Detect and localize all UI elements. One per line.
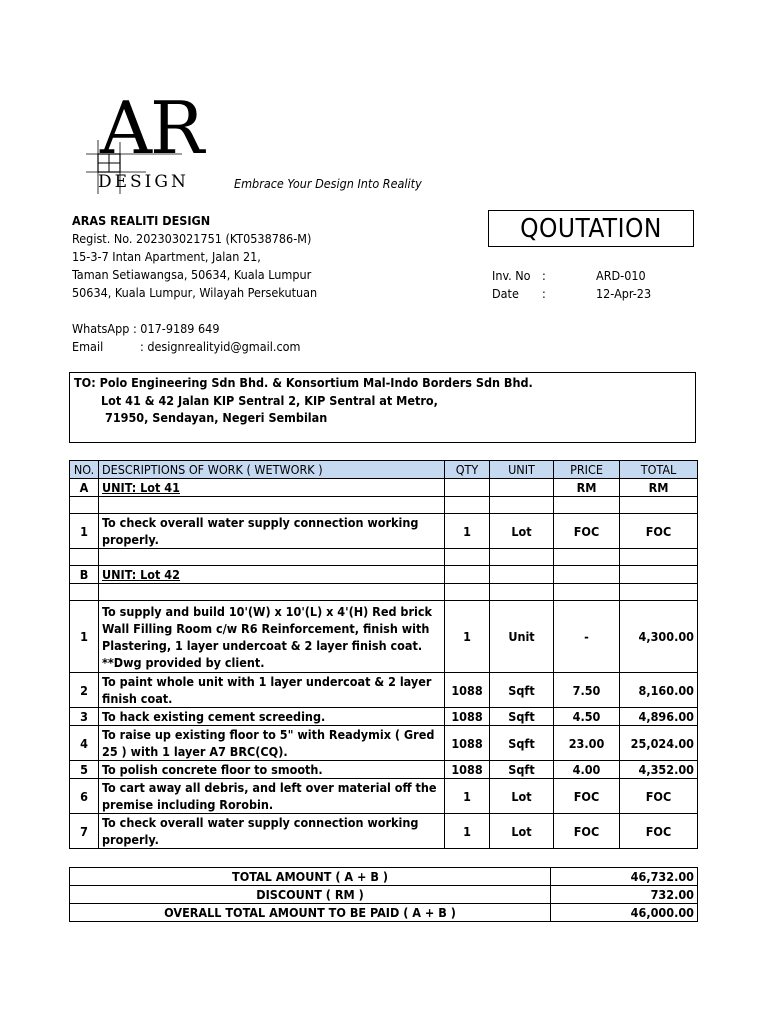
row-price: 23.00 [554, 726, 620, 761]
row-qty [445, 549, 490, 566]
discount-value: 732.00 [551, 886, 698, 904]
row-qty [445, 497, 490, 514]
row-total: RM [620, 479, 698, 497]
row-description: To supply and build 10'(W) x 10'(L) x 4'(H) Red brick Wall Filling Room c/w R6 Reinforcement, finish with Plastering, 1 layer undercoat & 2 layer finish coat. **Dwg provided by client. [99, 601, 445, 673]
row-description: To hack existing cement screeding. [99, 708, 445, 726]
invoice-date-colon: : [542, 286, 546, 301]
row-no [70, 497, 99, 514]
row-price: FOC [554, 779, 620, 814]
header-unit: UNIT [490, 461, 554, 479]
table-row [70, 514, 698, 549]
row-total: 4,352.00 [620, 761, 698, 779]
overall-total-row [70, 904, 698, 922]
recipient-box [69, 372, 696, 443]
row-qty: 1088 [445, 708, 490, 726]
invoice-number-row [492, 267, 712, 285]
company-logo [86, 86, 226, 196]
company-email-value: : designrealityid@gmail.com [140, 339, 301, 354]
row-qty: 1 [445, 779, 490, 814]
row-qty: 1 [445, 601, 490, 673]
row-unit: Lot [490, 814, 554, 849]
company-address-1: 15-3-7 Intan Apartment, Jalan 21, [72, 249, 261, 264]
logo-word: DESIGN [98, 172, 189, 192]
table-row [70, 549, 698, 566]
row-qty: 1088 [445, 726, 490, 761]
row-qty [445, 584, 490, 601]
table-row [70, 497, 698, 514]
row-qty [445, 479, 490, 497]
table-row [70, 814, 698, 849]
row-qty: 1088 [445, 761, 490, 779]
row-total [620, 549, 698, 566]
row-total: 25,024.00 [620, 726, 698, 761]
recipient-line-1: TO: Polo Engineering Sdn Bhd. & Konsortium Mal-Indo Borders Sdn Bhd. [74, 375, 533, 390]
row-price: 7.50 [554, 673, 620, 708]
company-regist: Regist. No. 202303021751 (KT0538786-M) [72, 231, 312, 246]
row-price [554, 566, 620, 584]
table-row [70, 566, 698, 584]
row-description: To check overall water supply connection working properly. [99, 814, 445, 849]
table-header-row [70, 461, 698, 479]
row-no: A [70, 479, 99, 497]
row-qty [445, 566, 490, 584]
row-no: 7 [70, 814, 99, 849]
items-table [69, 460, 698, 849]
discount-label: DISCOUNT ( RM ) [70, 886, 551, 904]
row-no: 4 [70, 726, 99, 761]
row-no: 1 [70, 514, 99, 549]
tagline: Embrace Your Design Into Reality [234, 176, 422, 191]
table-row [70, 601, 698, 673]
row-unit [490, 584, 554, 601]
row-unit: Lot [490, 779, 554, 814]
invoice-number-label: Inv. No [492, 268, 531, 283]
header-total: TOTAL [620, 461, 698, 479]
header-no: NO. [70, 461, 99, 479]
header-price: PRICE [554, 461, 620, 479]
row-no [70, 584, 99, 601]
row-price: FOC [554, 814, 620, 849]
row-qty: 1 [445, 814, 490, 849]
company-name: ARAS REALITI DESIGN [72, 213, 211, 228]
recipient-line-3: 71950, Sendayan, Negeri Sembilan [105, 410, 328, 425]
row-total: 8,160.00 [620, 673, 698, 708]
table-row [70, 708, 698, 726]
row-price: - [554, 601, 620, 673]
row-description [99, 497, 445, 514]
row-section-title: UNIT: Lot 41 [99, 479, 445, 497]
row-unit: Unit [490, 601, 554, 673]
header-qty: QTY [445, 461, 490, 479]
row-description [99, 584, 445, 601]
company-address-2: Taman Setiawangsa, 50634, Kuala Lumpur [72, 267, 312, 282]
table-row [70, 726, 698, 761]
row-unit: Sqft [490, 726, 554, 761]
company-contact [72, 320, 372, 356]
table-row [70, 761, 698, 779]
row-description: To raise up existing floor to 5" with Readymix ( Gred 25 ) with 1 layer A7 BRC(CQ). [99, 726, 445, 761]
table-row [70, 584, 698, 601]
row-description [99, 549, 445, 566]
company-info [72, 212, 317, 302]
row-price: FOC [554, 514, 620, 549]
row-price: 4.00 [554, 761, 620, 779]
row-no: 1 [70, 601, 99, 673]
invoice-number-colon: : [542, 268, 546, 283]
row-description: To cart away all debris, and left over material off the premise including Rorobin. [99, 779, 445, 814]
invoice-number-value: ARD-010 [596, 268, 646, 283]
row-total [620, 566, 698, 584]
row-total: FOC [620, 814, 698, 849]
row-price [554, 497, 620, 514]
invoice-info [492, 267, 712, 303]
row-no: 2 [70, 673, 99, 708]
row-total: FOC [620, 514, 698, 549]
row-total [620, 497, 698, 514]
total-amount-label: TOTAL AMOUNT ( A + B ) [70, 868, 551, 886]
row-total [620, 584, 698, 601]
logo-letters: AR [100, 86, 203, 170]
row-total: FOC [620, 779, 698, 814]
table-row [70, 673, 698, 708]
row-description: To paint whole unit with 1 layer undercoat & 2 layer finish coat. [99, 673, 445, 708]
row-no [70, 549, 99, 566]
row-unit: Sqft [490, 708, 554, 726]
header-description: DESCRIPTIONS OF WORK ( WETWORK ) [99, 461, 445, 479]
total-amount-value: 46,732.00 [551, 868, 698, 886]
row-unit [490, 549, 554, 566]
row-price [554, 584, 620, 601]
row-no: B [70, 566, 99, 584]
row-unit: Sqft [490, 673, 554, 708]
row-section-title: UNIT: Lot 42 [99, 566, 445, 584]
total-amount-row [70, 868, 698, 886]
table-row [70, 479, 698, 497]
discount-row [70, 886, 698, 904]
row-unit [490, 479, 554, 497]
company-whatsapp: WhatsApp : 017-9189 649 [72, 321, 220, 336]
row-no: 5 [70, 761, 99, 779]
overall-total-value: 46,000.00 [551, 904, 698, 922]
company-email-row [72, 338, 372, 356]
row-no: 6 [70, 779, 99, 814]
table-row [70, 779, 698, 814]
row-no: 3 [70, 708, 99, 726]
row-total: 4,896.00 [620, 708, 698, 726]
company-email-label: Email [72, 339, 104, 354]
overall-total-label: OVERALL TOTAL AMOUNT TO BE PAID ( A + B ) [70, 904, 551, 922]
row-qty: 1088 [445, 673, 490, 708]
invoice-date-row [492, 285, 712, 303]
row-unit: Lot [490, 514, 554, 549]
recipient-line-2: Lot 41 & 42 Jalan KIP Sentral 2, KIP Sentral at Metro, [101, 393, 438, 408]
row-unit [490, 497, 554, 514]
invoice-date-value: 12-Apr-23 [596, 286, 652, 301]
invoice-date-label: Date [492, 286, 519, 301]
row-price: RM [554, 479, 620, 497]
row-unit [490, 566, 554, 584]
company-address-3: 50634, Kuala Lumpur, Wilayah Persekutuan [72, 285, 318, 300]
row-total: 4,300.00 [620, 601, 698, 673]
row-unit: Sqft [490, 761, 554, 779]
totals-table [69, 867, 698, 922]
row-price: 4.50 [554, 708, 620, 726]
document-title: QOUTATION [488, 210, 694, 247]
row-description: To check overall water supply connection working properly. [99, 514, 445, 549]
row-price [554, 549, 620, 566]
row-description: To polish concrete floor to smooth. [99, 761, 445, 779]
row-qty: 1 [445, 514, 490, 549]
